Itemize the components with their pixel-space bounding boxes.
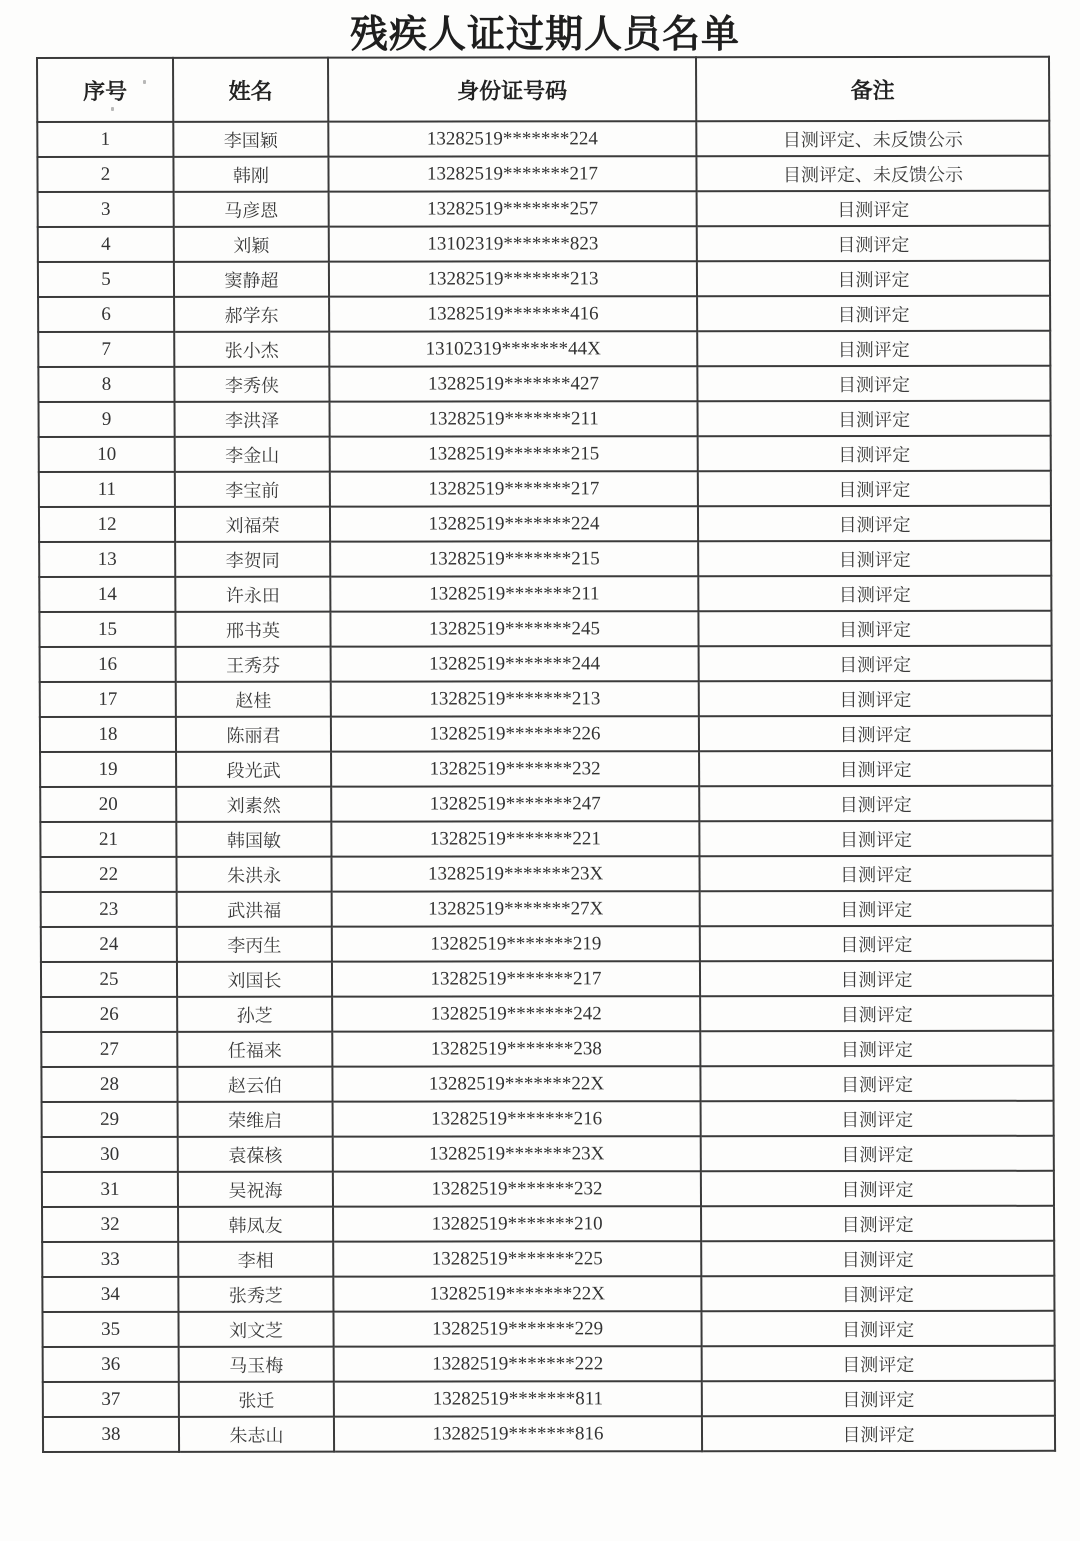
cell-name: 吴祝海: [178, 1172, 333, 1207]
cell-remark: 目测评定: [699, 646, 1052, 681]
cell-id-number: 13282519*******217: [332, 961, 700, 996]
cell-no: 12: [39, 507, 175, 542]
table-row: [42, 1276, 1054, 1312]
document-title: 残疾人证过期人员名单: [349, 11, 740, 56]
cell-id-number: 13282519*******211: [330, 401, 698, 436]
cell-name: 朱洪永: [176, 857, 331, 892]
cell-id-number: 13282519*******22X: [332, 1066, 700, 1101]
table-row: [39, 506, 1051, 542]
cell-id-number: 13102319*******823: [329, 226, 697, 261]
cell-name: 李金山: [175, 437, 330, 472]
table-row: [43, 1381, 1055, 1417]
cell-no: 11: [39, 472, 175, 507]
cell-name: 袁葆核: [178, 1137, 333, 1172]
cell-no: 29: [42, 1102, 178, 1137]
cell-remark: 目测评定: [701, 1206, 1054, 1241]
cell-no: 22: [40, 857, 176, 892]
cell-no: 28: [41, 1067, 177, 1102]
table-body: [37, 121, 1055, 1452]
cell-id-number: 13282519*******224: [330, 506, 698, 541]
cell-id-number: 13282519*******247: [331, 786, 699, 821]
table-row: [43, 1346, 1055, 1382]
cell-name: 赵桂: [176, 682, 331, 717]
table-row: [40, 856, 1052, 892]
cell-name: 马彦恩: [174, 192, 329, 227]
cell-remark: 目测评定: [698, 436, 1051, 471]
cell-name: 武洪福: [177, 892, 332, 927]
table-row: [42, 1171, 1054, 1207]
cell-id-number: 13282519*******225: [333, 1241, 701, 1276]
cell-id-number: 13282519*******232: [333, 1171, 701, 1206]
cell-no: 10: [39, 437, 175, 472]
cell-remark: 目测评定: [697, 331, 1050, 366]
header-no: 序号: [37, 58, 173, 122]
cell-name: 韩国敏: [176, 822, 331, 857]
cell-no: 34: [42, 1277, 178, 1312]
cell-id-number: 13282519*******211: [330, 576, 698, 611]
table-row: [39, 401, 1051, 437]
cell-id-number: 13282519*******229: [333, 1311, 701, 1346]
cell-id-number: 13282519*******257: [329, 191, 697, 226]
cell-remark: 目测评定: [699, 681, 1052, 716]
cell-name: 李宝前: [175, 472, 330, 507]
cell-no: 33: [42, 1242, 178, 1277]
cell-remark: 目测评定: [698, 576, 1051, 611]
table-row: [42, 1101, 1054, 1137]
table-row: [38, 226, 1050, 262]
cell-name: 张秀芝: [178, 1277, 333, 1312]
cell-id-number: 13282519*******811: [334, 1381, 702, 1416]
cell-remark: 目测评定、未反馈公示: [696, 156, 1049, 191]
cell-remark: 目测评定: [699, 821, 1052, 856]
cell-no: 16: [40, 647, 176, 682]
cell-remark: 目测评定: [699, 716, 1052, 751]
table-row: [39, 611, 1051, 647]
cell-no: 31: [42, 1172, 178, 1207]
cell-name: 段光武: [176, 752, 331, 787]
cell-no: 7: [38, 332, 174, 367]
cell-id-number: 13282519*******416: [329, 296, 697, 331]
cell-id-number: 13282519*******217: [328, 156, 696, 191]
cell-remark: 目测评定: [700, 891, 1053, 926]
cell-id-number: 13282519*******23X: [331, 856, 699, 891]
table-row: [41, 996, 1053, 1032]
cell-id-number: 13282519*******27X: [332, 891, 700, 926]
cell-no: 17: [40, 682, 176, 717]
cell-remark: 目测评定: [700, 1066, 1053, 1101]
table-row: [41, 1031, 1053, 1067]
cell-id-number: 13282519*******224: [328, 121, 696, 156]
table-row: [41, 961, 1053, 997]
cell-no: 1: [37, 122, 173, 157]
cell-name: 刘文芝: [178, 1312, 333, 1347]
cell-no: 30: [42, 1137, 178, 1172]
cell-id-number: 13282519*******216: [333, 1101, 701, 1136]
cell-name: 李洪泽: [175, 402, 330, 437]
cell-remark: 目测评定: [699, 786, 1052, 821]
cell-name: 郝学东: [174, 297, 329, 332]
table-row: [38, 331, 1050, 367]
cell-remark: 目测评定: [701, 1136, 1054, 1171]
cell-no: 32: [42, 1207, 178, 1242]
cell-name: 马玉梅: [179, 1347, 334, 1382]
table-row: [39, 541, 1051, 577]
cell-no: 18: [40, 717, 176, 752]
table-row: [43, 1416, 1055, 1452]
expired-certificate-list: [36, 56, 1054, 1453]
cell-id-number: 13282519*******210: [333, 1206, 701, 1241]
table-row: [42, 1136, 1054, 1172]
table-row: [40, 646, 1052, 682]
cell-name: 王秀芬: [176, 647, 331, 682]
cell-id-number: 13282519*******219: [332, 926, 700, 961]
cell-no: 20: [40, 787, 176, 822]
cell-name: 邢书英: [175, 612, 330, 647]
cell-id-number: 13102319*******44X: [329, 331, 697, 366]
table-row: [41, 891, 1053, 927]
cell-no: 3: [38, 192, 174, 227]
cell-name: 韩凤友: [178, 1207, 333, 1242]
table-row: [40, 751, 1052, 787]
cell-id-number: 13282519*******213: [329, 261, 697, 296]
cell-remark: 目测评定、未反馈公示: [696, 121, 1049, 156]
cell-id-number: 13282519*******232: [331, 751, 699, 786]
cell-remark: 目测评定: [701, 1171, 1054, 1206]
table-row: [38, 261, 1050, 297]
cell-no: 13: [39, 542, 175, 577]
cell-remark: 目测评定: [702, 1416, 1055, 1451]
cell-no: 4: [38, 227, 174, 262]
table-row: [37, 156, 1049, 192]
cell-name: 张迁: [179, 1382, 334, 1417]
cell-no: 14: [39, 577, 175, 612]
cell-id-number: 13282519*******213: [331, 681, 699, 716]
table-row: [42, 1206, 1054, 1242]
table-row: [39, 436, 1051, 472]
cell-name: 陈丽君: [176, 717, 331, 752]
cell-name: 刘福荣: [175, 507, 330, 542]
cell-name: 刘素然: [176, 787, 331, 822]
table-row: [40, 786, 1052, 822]
table-row: [42, 1241, 1054, 1277]
table-row: [40, 716, 1052, 752]
cell-name: 荣维启: [178, 1102, 333, 1137]
table-row: [39, 471, 1051, 507]
cell-remark: 目测评定: [701, 1276, 1054, 1311]
cell-id-number: 13282519*******245: [330, 611, 698, 646]
table-row: [38, 366, 1050, 402]
cell-no: 24: [41, 927, 177, 962]
table-row: [41, 926, 1053, 962]
cell-remark: 目测评定: [697, 261, 1050, 296]
table-row: [40, 821, 1052, 857]
cell-id-number: 13282519*******222: [334, 1346, 702, 1381]
table-row: [38, 191, 1050, 227]
cell-no: 19: [40, 752, 176, 787]
cell-no: 23: [41, 892, 177, 927]
cell-no: 8: [38, 367, 174, 402]
cell-remark: 目测评定: [697, 191, 1050, 226]
cell-id-number: 13282519*******215: [330, 436, 698, 471]
cell-id-number: 13282519*******238: [332, 1031, 700, 1066]
cell-remark: 目测评定: [699, 751, 1052, 786]
cell-no: 27: [41, 1032, 177, 1067]
cell-name: 韩刚: [173, 157, 328, 192]
cell-no: 15: [39, 612, 175, 647]
cell-no: 25: [41, 962, 177, 997]
cell-remark: 目测评定: [702, 1346, 1055, 1381]
cell-remark: 目测评定: [697, 296, 1050, 331]
table-header-row: [37, 57, 1049, 122]
cell-remark: 目测评定: [697, 401, 1050, 436]
header-remark: 备注: [696, 57, 1049, 121]
table-row: [41, 1066, 1053, 1102]
header-id-number: 身份证号码: [328, 57, 696, 121]
cell-remark: 目测评定: [697, 366, 1050, 401]
cell-name: 李贺同: [175, 542, 330, 577]
cell-remark: 目测评定: [702, 1381, 1055, 1416]
table-row: [38, 296, 1050, 332]
cell-no: 2: [37, 157, 173, 192]
cell-name: 李相: [178, 1242, 333, 1277]
cell-name: 任福来: [177, 1032, 332, 1067]
cell-name: 刘国长: [177, 962, 332, 997]
cell-id-number: 13282519*******23X: [333, 1136, 701, 1171]
cell-no: 38: [43, 1417, 179, 1452]
cell-remark: 目测评定: [698, 541, 1051, 576]
cell-id-number: 13282519*******226: [331, 716, 699, 751]
cell-remark: 目测评定: [701, 1241, 1054, 1276]
expired-persons-table: [36, 56, 1056, 1453]
cell-no: 26: [41, 997, 177, 1032]
cell-id-number: 13282519*******244: [331, 646, 699, 681]
cell-no: 9: [39, 402, 175, 437]
cell-no: 36: [43, 1347, 179, 1382]
cell-remark: 目测评定: [700, 961, 1053, 996]
cell-id-number: 13282519*******221: [331, 821, 699, 856]
header-name: 姓名: [173, 58, 328, 122]
table-row: [42, 1311, 1054, 1347]
cell-name: 李国颖: [173, 122, 328, 157]
cell-name: 张小杰: [174, 332, 329, 367]
cell-remark: 目测评定: [699, 856, 1052, 891]
cell-no: 21: [40, 822, 176, 857]
cell-remark: 目测评定: [698, 471, 1051, 506]
cell-remark: 目测评定: [700, 996, 1053, 1031]
cell-name: 朱志山: [179, 1417, 334, 1452]
cell-name: 李秀侠: [174, 367, 329, 402]
cell-id-number: 13282519*******22X: [333, 1276, 701, 1311]
cell-remark: 目测评定: [698, 611, 1051, 646]
cell-no: 6: [38, 297, 174, 332]
cell-id-number: 13282519*******242: [332, 996, 700, 1031]
cell-remark: 目测评定: [697, 226, 1050, 261]
cell-name: 刘颖: [174, 227, 329, 262]
cell-name: 李丙生: [177, 927, 332, 962]
cell-no: 37: [43, 1382, 179, 1417]
table-row: [37, 121, 1049, 157]
cell-no: 35: [42, 1312, 178, 1347]
cell-id-number: 13282519*******215: [330, 541, 698, 576]
cell-remark: 目测评定: [700, 926, 1053, 961]
cell-name: 赵云伯: [177, 1067, 332, 1102]
cell-remark: 目测评定: [700, 1031, 1053, 1066]
table-row: [40, 681, 1052, 717]
cell-name: 窦静超: [174, 262, 329, 297]
cell-id-number: 13282519*******427: [329, 366, 697, 401]
cell-name: 孙芝: [177, 997, 332, 1032]
cell-remark: 目测评定: [701, 1101, 1054, 1136]
table-row: [39, 576, 1051, 612]
cell-remark: 目测评定: [701, 1311, 1054, 1346]
cell-id-number: 13282519*******217: [330, 471, 698, 506]
cell-remark: 目测评定: [698, 506, 1051, 541]
cell-id-number: 13282519*******816: [334, 1416, 702, 1451]
cell-no: 5: [38, 262, 174, 297]
cell-name: 许永田: [175, 577, 330, 612]
